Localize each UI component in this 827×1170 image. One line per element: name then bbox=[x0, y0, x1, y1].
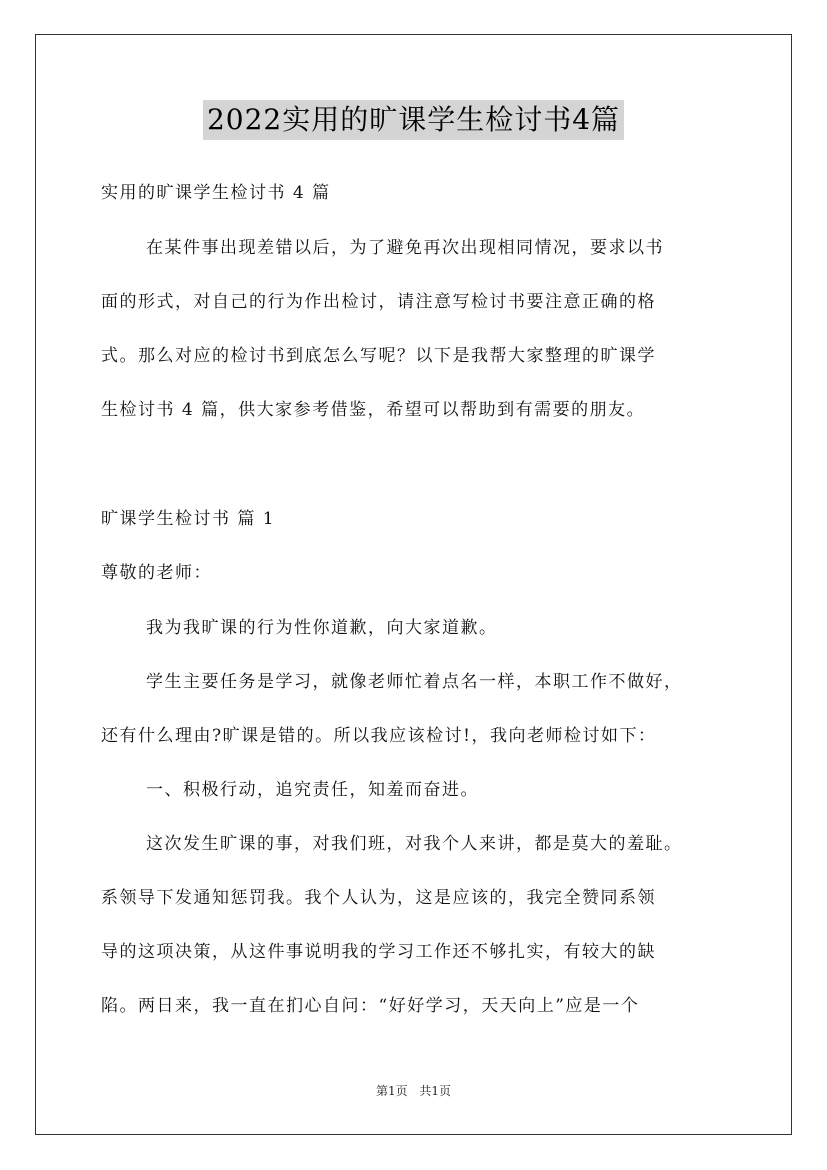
page-number: 第1页 bbox=[375, 1084, 408, 1098]
intro-line-4: 生检讨书 4 篇，供大家参考借鉴，希望可以帮助到有需要的朋友。 bbox=[101, 400, 646, 420]
intro-line-1: 在某件事出现差错以后，为了避免再次出现相同情况，要求以书 bbox=[146, 238, 664, 258]
body-line-8: 陷。两日来，我一直在扪心自问：“好好学习，天天向上”应是一个 bbox=[101, 996, 640, 1016]
body-line-6: 系领导下发通知惩罚我。我个人认为，这是应该的，我完全赞同系领 bbox=[101, 888, 656, 908]
body-line-5: 这次发生旷课的事，对我们班，对我个人来讲，都是莫大的羞耻。 bbox=[146, 834, 683, 854]
page-footer bbox=[0, 1083, 827, 1099]
body-line-4: 一、积极行动，追究责任，知羞而奋进。 bbox=[146, 780, 479, 800]
section-heading: 旷课学生检讨书 篇 1 bbox=[101, 509, 276, 529]
title-container bbox=[0, 100, 827, 140]
intro-line-2: 面的形式，对自己的行为作出检讨，请注意写检讨书要注意正确的格 bbox=[101, 292, 656, 312]
document-subtitle: 实用的旷课学生检讨书 4 篇 bbox=[101, 183, 331, 203]
page-total: 共1页 bbox=[419, 1084, 452, 1098]
body-line-7: 导的这项决策，从这件事说明我的学习工作还不够扎实，有较大的缺 bbox=[101, 942, 656, 962]
body-line-2: 学生主要任务是学习，就像老师忙着点名一样，本职工作不做好， bbox=[146, 672, 683, 692]
body-line-3: 还有什么理由?旷课是错的。所以我应该检讨!，我向老师检讨如下： bbox=[101, 726, 657, 746]
document-title: 2022实用的旷课学生检讨书4篇 bbox=[203, 100, 624, 140]
salutation: 尊敬的老师： bbox=[101, 563, 212, 583]
body-line-1: 我为我旷课的行为性你道歉，向大家道歉。 bbox=[146, 618, 498, 638]
intro-line-3: 式。那么对应的检讨书到底怎么写呢？以下是我帮大家整理的旷课学 bbox=[101, 346, 656, 366]
